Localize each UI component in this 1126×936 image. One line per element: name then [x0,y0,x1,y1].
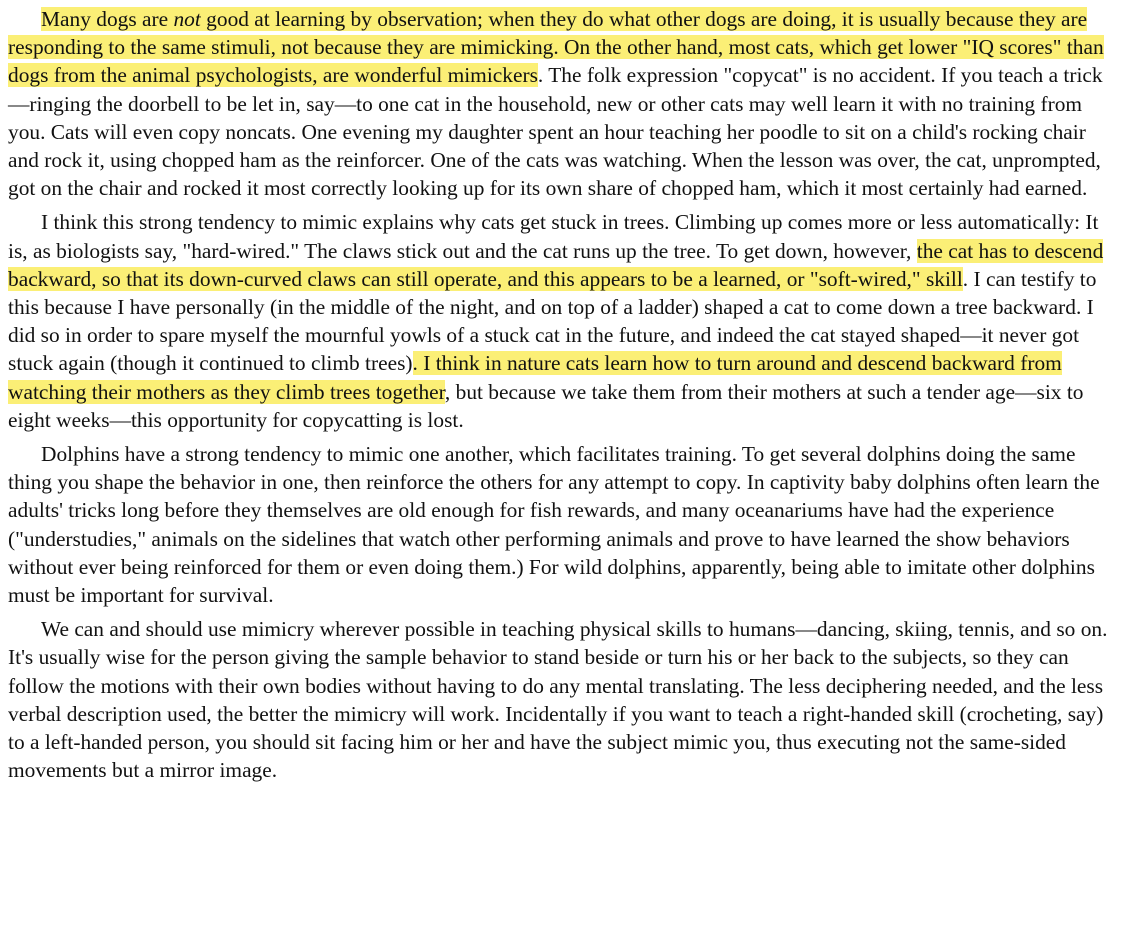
highlighted-text: the cat has to descend backward, so that its down-curved claws can still operate, and this appears to be a learned, or "soft-wired," skill [8,238,1104,291]
body-text: We can and should use mimicry wherever possible in teaching physical skills to humans—dancing, skiing, tennis, and so on. It's usually wise for the person giving the sample behavior to stand beside or turn his or her back to the subjects, so they can follow the motions with their own bodies without having to do any mental translating. The less deciphering needed, and the less verbal description used, the better the mimicry will work. Incidentally if you want to teach a right-handed skill (crocheting, say) to a left-handed person, you should sit facing him or her and have the subject mimic you, thus executing not the same-sided movements but a mirror image. [8,617,1108,783]
paragraph-4 [8,615,1116,784]
body-text: . I can testify to this because I have personally (in the middle of the night, and on top of a ladder) shaped a cat to come down a tree backward. I did so in order to spare myself the mournful yowls of a stuck cat in the future, and indeed the cat stayed shaped—it never got stuck again (though it continued to climb trees) [8,266,1097,376]
body-text: , but because we take them from their mothers at such a tender age—six to eight weeks—this opportunity for copycatting is lost. [8,379,1084,432]
paragraph-3 [8,440,1116,609]
document-page [8,5,1116,790]
highlighted-text: Many dogs are [41,7,174,31]
paragraph-2 [8,208,1116,434]
paragraph-1 [8,5,1116,202]
body-text: Dolphins have a strong tendency to mimic one another, which facilitates training. To get several dolphins doing the same thing you shape the behavior in one, then reinforce the others for any attempt to copy. In captivity baby dolphins often learn the adults' tricks long before they themselves are old enough for fish rewards, and many oceanariums have had the experience ("understudies," animals on the sidelines that watch other performing animals and prove to have learned the show behaviors without ever being reinforced for them or even doing them.) For wild dolphins, apparently, being able to imitate other dolphins must be important for survival. [8,442,1100,608]
highlighted-emphasis-text: not [173,7,201,31]
body-text: . The folk expression "copycat" is no accident. If you teach a trick—ringing the doorbell to be let in, say—to one cat in the household, new or other cats may well learn it with no training from you. Cats will even copy noncats. One evening my daughter spent an hour teaching her poodle to sit on a child's rocking chair and rock it, using chopped ham as the reinforcer. One of the cats was watching. When the lesson was over, the cat, unprompted, got on the chair and rocked it most correctly looking up for its own share of chopped ham, which it most certainly had earned. [8,63,1103,201]
highlighted-text: good at learning by observation; when they do what other dogs are doing, it is usually because they are responding to the same stimuli, not because they are mimicking. On the other hand, most cats, which get lower "IQ scores" than dogs from the animal psychologists, are wonderful mimickers [8,7,1104,88]
highlighted-text: . I think in nature cats learn how to turn around and descend backward from watching their mothers as they climb trees together [8,351,1062,404]
body-text: I think this strong tendency to mimic explains why cats get stuck in trees. Climbing up comes more or less automatically: It is, as biologists say, "hard-wired." The claws stick out and the cat runs up the tree. To get down, however, [8,210,1099,263]
